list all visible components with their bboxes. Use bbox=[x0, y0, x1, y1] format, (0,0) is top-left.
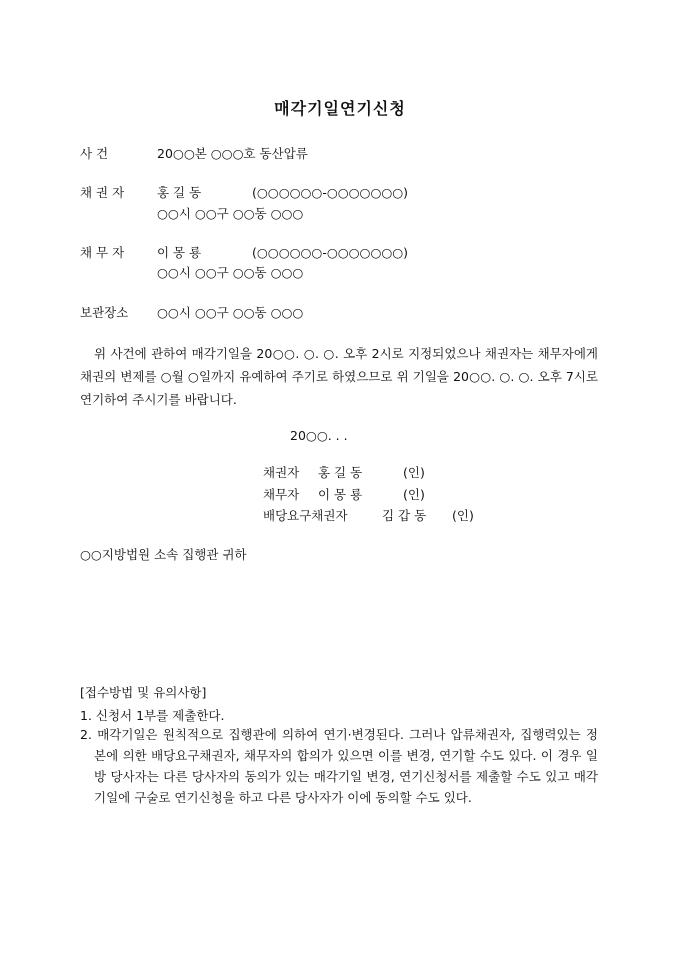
signature-role: 채권자 bbox=[263, 465, 300, 480]
debtor-name: 이 몽 룡 bbox=[157, 245, 202, 260]
storage-label: 보관장소 bbox=[80, 305, 129, 320]
creditor-label: 채 권 자 bbox=[80, 185, 125, 200]
note-item-1: 1. 신청서 1부를 제출한다. bbox=[80, 708, 225, 723]
signature-seal: (인) bbox=[452, 508, 474, 523]
signature-name: 홍 길 동 bbox=[318, 465, 363, 480]
signature-row bbox=[0, 465, 680, 481]
storage-value: ○○시 ○○구 ○○동 ○○○ bbox=[157, 305, 304, 320]
body-paragraph: 위 사건에 관하여 매각기일을 20○○. ○. ○. 오후 2시로 지정되었으나 채권자는 채무자에게 채권의 변제를 ○월 ○일까지 유예하여 주기로 하였으므로 위 기일을 20○○. ○. ○. 오후 7시로 연기하여 주시기를 바랍니다. bbox=[80, 346, 598, 407]
document-title: 매각기일연기신청 bbox=[274, 99, 406, 118]
signature-row bbox=[0, 508, 680, 524]
creditor-address: ○○시 ○○구 ○○동 ○○○ bbox=[157, 206, 304, 221]
creditor-name: 홍 길 동 bbox=[157, 185, 202, 200]
signature-seal: (인) bbox=[403, 465, 425, 480]
case-label: 사 건 bbox=[80, 146, 109, 161]
debtor-label: 채 무 자 bbox=[80, 245, 125, 260]
debtor-address: ○○시 ○○구 ○○동 ○○○ bbox=[157, 265, 304, 280]
case-value: 20○○본 ○○○호 동산압류 bbox=[157, 146, 308, 161]
recipient-line: ○○지방법원 소속 집행관 귀하 bbox=[80, 547, 247, 562]
signature-role: 배당요구채권자 bbox=[263, 508, 348, 523]
notes-title: [접수방법 및 유의사항] bbox=[80, 685, 207, 700]
note-item-2: 2. 매각기일은 원칙적으로 집행관에 의하여 연기·변경된다. 그러나 압류채권자, 집행력있는 정본에 의한 배당요구채권자, 채무자의 합의가 있으면 이를 변경, 연기할 수도 있다. 이 경우 일방 당사자는 다른 당사자의 동의가 있는 매각기일 변경, 연기신청서를 제출할 수도 있고 매각기일에 구술로 연기신청을 하고 다른 당사자가 이에 동의할 수도 있다. bbox=[80, 727, 598, 805]
signature-row bbox=[0, 487, 680, 503]
debtor-id: (○○○○○○-○○○○○○○) bbox=[252, 245, 409, 260]
creditor-id: (○○○○○○-○○○○○○○) bbox=[252, 185, 409, 200]
date-line: 20○○. . . bbox=[290, 428, 348, 443]
signature-name: 이 몽 룡 bbox=[318, 487, 363, 502]
signature-name: 김 갑 동 bbox=[382, 508, 427, 523]
signature-role: 채무자 bbox=[263, 487, 300, 502]
signature-seal: (인) bbox=[403, 487, 425, 502]
